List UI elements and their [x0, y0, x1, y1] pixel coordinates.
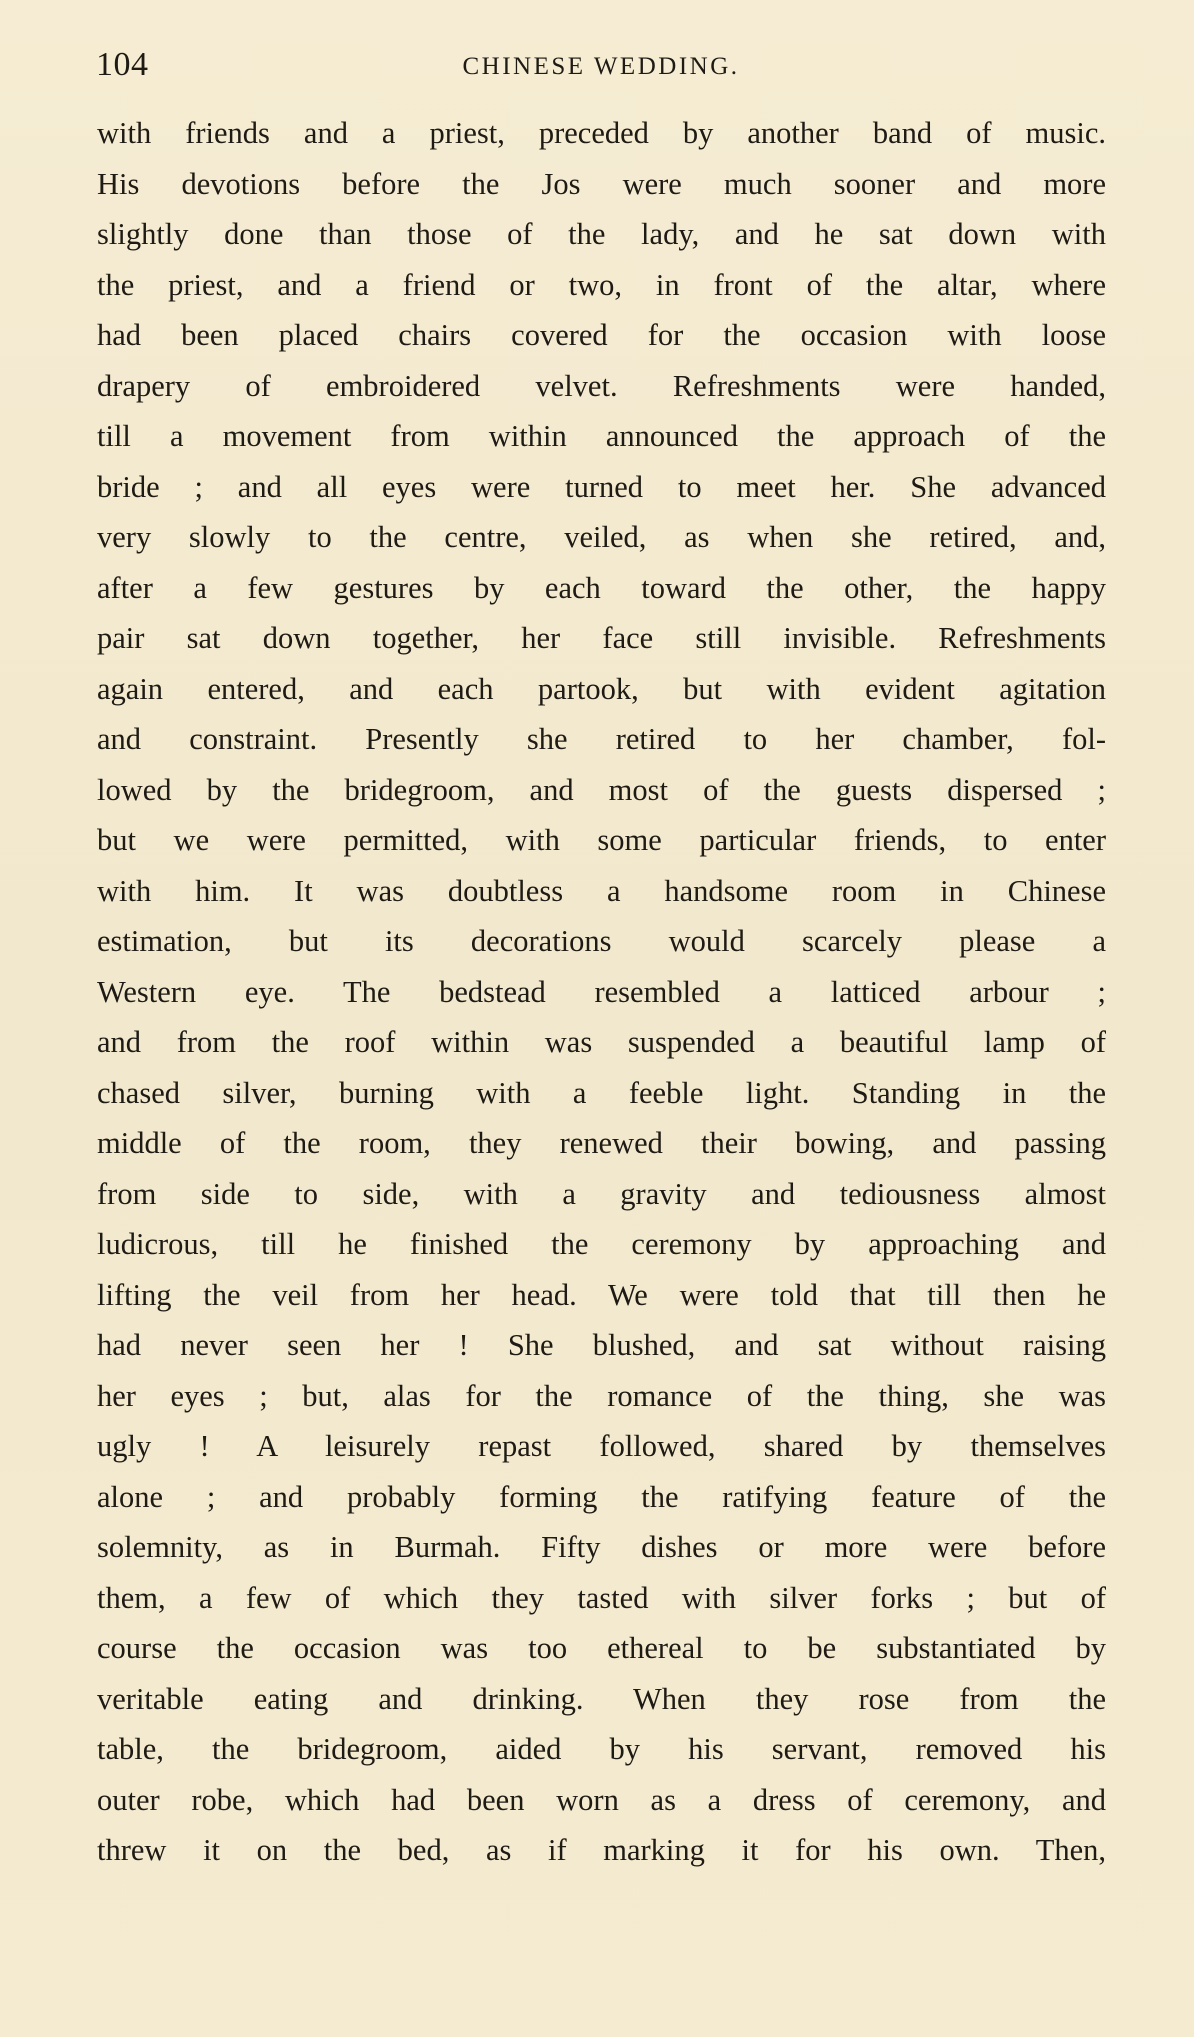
page-header — [96, 42, 1106, 88]
text-line: from side to side, with a gravity and tediousness almost — [97, 1176, 1106, 1211]
text-line: table, the bridegroom, aided by his servant, removed his — [97, 1732, 1106, 1766]
text-line: with friends and a priest, preceded by another band of music. — [97, 116, 1106, 150]
text-line: the priest, and a friend or two, in front of the altar, where — [97, 267, 1106, 302]
text-line: His devotions before the Jos were much sooner and more — [97, 166, 1106, 201]
text-line: middle of the room, they renewed their bowing, and passing — [97, 1126, 1106, 1160]
text-line: had never seen her ! She blushed, and sat without raising — [97, 1328, 1106, 1362]
text-line: estimation, but its decorations would scarcely please a — [97, 924, 1106, 958]
text-line: after a few gestures by each toward the other, the happy — [97, 570, 1106, 605]
text-line: very slowly to the centre, veiled, as when she retired, and, — [97, 520, 1106, 554]
text-line: pair sat down together, her face still invisible. Refreshments — [97, 621, 1106, 655]
text-line: with him. It was doubtless a handsome room in Chinese — [97, 873, 1106, 908]
text-line: till a movement from within announced the approach of the — [97, 419, 1106, 453]
text-line: Western eye. The bedstead resembled a latticed arbour ; — [97, 974, 1106, 1009]
text-line: outer robe, which had been worn as a dress of ceremony, and — [97, 1782, 1106, 1817]
text-line: chased silver, burning with a feeble light. Standing in the — [97, 1075, 1106, 1110]
text-line: slightly done than those of the lady, and he sat down with — [97, 217, 1106, 251]
body-text — [97, 108, 1106, 1876]
text-line: them, a few of which they tasted with silver forks ; but of — [97, 1580, 1106, 1615]
text-line: alone ; and probably forming the ratifying feature of the — [97, 1479, 1106, 1514]
text-line: had been placed chairs covered for the occasion with loose — [97, 318, 1106, 352]
text-line: bride ; and all eyes were turned to meet her. She advanced — [97, 469, 1106, 504]
text-line: veritable eating and drinking. When they rose from the — [97, 1681, 1106, 1716]
text-line: ludicrous, till he finished the ceremony by approaching and — [97, 1227, 1106, 1261]
text-line: and constraint. Presently she retired to her chamber, fol- — [97, 722, 1106, 756]
page-number: 104 — [96, 46, 149, 83]
text-line: her eyes ; but, alas for the romance of the thing, she was — [97, 1378, 1106, 1413]
text-line: threw it on the bed, as if marking it for his own. Then, — [97, 1833, 1106, 1867]
text-line: again entered, and each partook, but with evident agitation — [97, 671, 1106, 706]
text-line: ugly ! A leisurely repast followed, shared by themselves — [97, 1429, 1106, 1463]
text-line: drapery of embroidered velvet. Refreshments were handed, — [97, 368, 1106, 403]
text-line: course the occasion was too ethereal to be substantiated by — [97, 1631, 1106, 1665]
text-line: solemnity, as in Burmah. Fifty dishes or more were before — [97, 1530, 1106, 1564]
text-line: lifting the veil from her head. We were told that till then he — [97, 1277, 1106, 1312]
text-line: but we were permitted, with some particular friends, to enter — [97, 823, 1106, 857]
running-head: CHINESE WEDDING. — [462, 53, 740, 80]
text-line: lowed by the bridegroom, and most of the guests dispersed ; — [97, 772, 1106, 807]
text-line: and from the roof within was suspended a beautiful lamp of — [97, 1025, 1106, 1059]
